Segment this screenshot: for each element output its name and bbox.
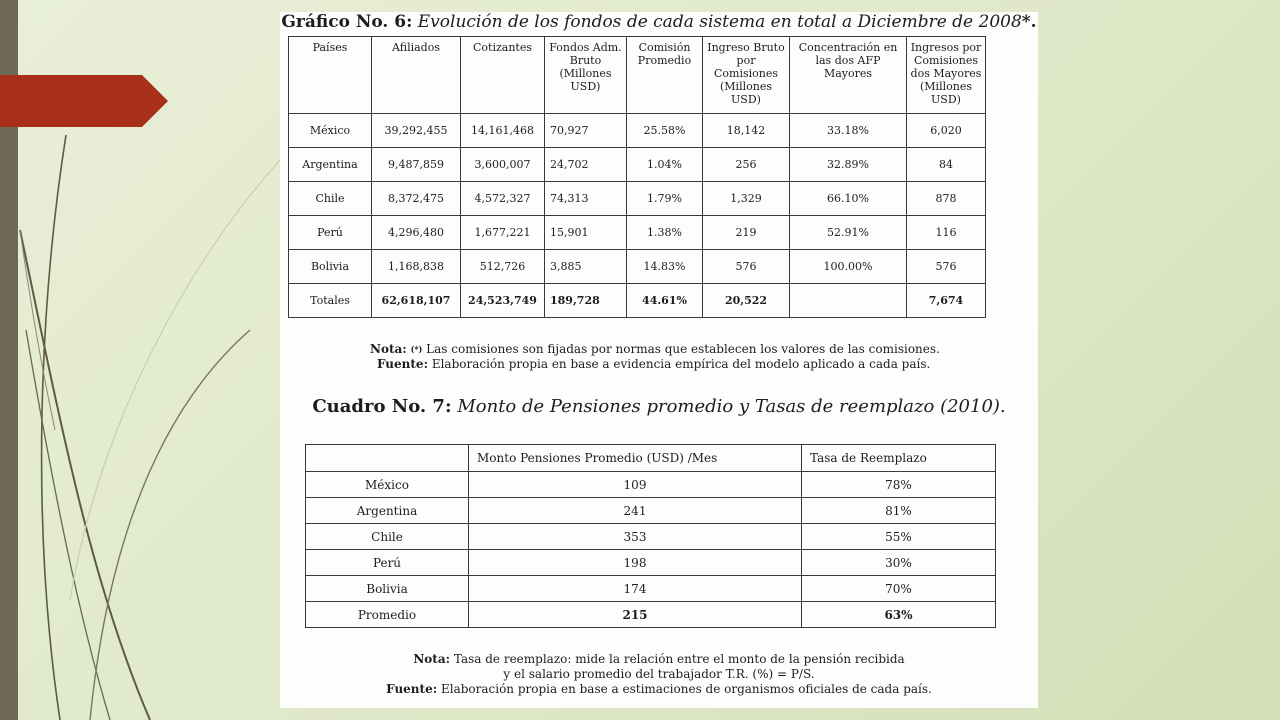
header-cell: Comisión Promedio xyxy=(627,37,703,114)
table-cell: 14,161,468 xyxy=(461,114,545,148)
document-page xyxy=(280,12,1038,708)
table-cell: 241 xyxy=(469,498,802,524)
table-cell: 215 xyxy=(469,602,802,628)
table-cell: México xyxy=(289,114,372,148)
header-cell: Tasa de Reemplazo xyxy=(802,445,996,472)
table-cell: Chile xyxy=(289,182,372,216)
header-cell: Afiliados xyxy=(372,37,461,114)
header-cell: Concentración en las dos AFP Mayores xyxy=(790,37,907,114)
pensions-table xyxy=(305,444,996,628)
note-label: Nota: xyxy=(370,342,407,356)
table-cell: 198 xyxy=(469,550,802,576)
table-cell: 219 xyxy=(703,216,790,250)
table7-title xyxy=(280,396,1038,417)
table-cell: 174 xyxy=(469,576,802,602)
table6-title-suffix: *. xyxy=(1021,12,1037,32)
table-row xyxy=(306,472,996,498)
table-cell: 8,372,475 xyxy=(372,182,461,216)
table-cell: 39,292,455 xyxy=(372,114,461,148)
table-cell: 81% xyxy=(802,498,996,524)
header-cell xyxy=(306,445,469,472)
table-cell: 100.00% xyxy=(790,250,907,284)
note-label: Nota: xyxy=(413,652,451,666)
table-cell: 14.83% xyxy=(627,250,703,284)
table-cell: 24,702 xyxy=(545,148,627,182)
table-header-row xyxy=(306,445,996,472)
table6-source xyxy=(377,357,930,372)
table6-note xyxy=(370,342,940,357)
table-cell: 6,020 xyxy=(907,114,986,148)
table-cell: 116 xyxy=(907,216,986,250)
table-cell: Argentina xyxy=(306,498,469,524)
table-cell: 84 xyxy=(907,148,986,182)
table-cell: Bolivia xyxy=(306,576,469,602)
table-cell: 3,885 xyxy=(545,250,627,284)
source-text: Elaboración propia en base a estimaciones de organismos oficiales de cada país. xyxy=(440,682,932,696)
table-cell: 15,901 xyxy=(545,216,627,250)
table-cell: Perú xyxy=(289,216,372,250)
table-cell: 25.58% xyxy=(627,114,703,148)
table-cell: 74,313 xyxy=(545,182,627,216)
table-cell xyxy=(790,284,907,318)
table-row xyxy=(289,182,986,216)
header-cell: Monto Pensiones Promedio (USD) /Mes xyxy=(469,445,802,472)
table-cell: México xyxy=(306,472,469,498)
note-text: Las comisiones son fijadas por normas que establecen los valores de las comisiones. xyxy=(426,342,940,356)
table-cell: 576 xyxy=(907,250,986,284)
header-cell: Fondos Adm. Bruto (Millones USD) xyxy=(545,37,627,114)
table-cell: 576 xyxy=(703,250,790,284)
table-cell: 189,728 xyxy=(545,284,627,318)
table6-title-label: Gráfico No. 6: xyxy=(281,12,413,32)
table-row xyxy=(289,114,986,148)
table-cell: 55% xyxy=(802,524,996,550)
table-cell: Totales xyxy=(289,284,372,318)
table-cell: Perú xyxy=(306,550,469,576)
tot-row xyxy=(289,284,986,318)
table-cell: Bolivia xyxy=(289,250,372,284)
table-cell: 20,522 xyxy=(703,284,790,318)
table-cell: 1.79% xyxy=(627,182,703,216)
table-row xyxy=(306,576,996,602)
funds-table xyxy=(288,36,986,318)
header-cell: Ingreso Bruto por Comisiones (Millones USD) xyxy=(703,37,790,114)
table-cell: 512,726 xyxy=(461,250,545,284)
note-marker: (*) xyxy=(410,344,423,354)
table-cell: 1,168,838 xyxy=(372,250,461,284)
table-cell: 66.10% xyxy=(790,182,907,216)
table-cell: 256 xyxy=(703,148,790,182)
table-row xyxy=(289,148,986,182)
table-cell: 44.61% xyxy=(627,284,703,318)
table-cell: Promedio xyxy=(306,602,469,628)
table-cell: 52.91% xyxy=(790,216,907,250)
table-row xyxy=(306,498,996,524)
table-cell: 33.18% xyxy=(790,114,907,148)
decorative-curves xyxy=(0,0,300,720)
table-cell: 353 xyxy=(469,524,802,550)
avg-row xyxy=(306,602,996,628)
table-cell: 1,677,221 xyxy=(461,216,545,250)
table-cell: 78% xyxy=(802,472,996,498)
table6-title-text: Evolución de los fondos de cada sistema en total a Diciembre de 2008 xyxy=(417,12,1022,32)
table7-source xyxy=(280,682,1038,697)
table-cell: 3,600,007 xyxy=(461,148,545,182)
table-cell: 63% xyxy=(802,602,996,628)
table-cell: 70,927 xyxy=(545,114,627,148)
table-header-row xyxy=(289,37,986,114)
table-cell: 1.38% xyxy=(627,216,703,250)
note-text: y el salario promedio del trabajador T.R. (%) = P/S. xyxy=(503,667,815,681)
table-cell: 878 xyxy=(907,182,986,216)
header-cell: Ingresos por Comisiones dos Mayores (Millones USD) xyxy=(907,37,986,114)
table-cell: 62,618,107 xyxy=(372,284,461,318)
table7-title-text: Monto de Pensiones promedio y Tasas de reemplazo (2010). xyxy=(457,396,1006,417)
table-row xyxy=(306,550,996,576)
source-label: Fuente: xyxy=(377,357,428,371)
table7-note xyxy=(280,652,1038,667)
source-label: Fuente: xyxy=(386,682,438,696)
source-text: Elaboración propia en base a evidencia empírica del modelo aplicado a cada país. xyxy=(431,357,931,371)
table-cell: 1.04% xyxy=(627,148,703,182)
table-cell: 109 xyxy=(469,472,802,498)
table-row xyxy=(306,524,996,550)
table-cell: 9,487,859 xyxy=(372,148,461,182)
table-cell: 32.89% xyxy=(790,148,907,182)
header-cell: Cotizantes xyxy=(461,37,545,114)
table-row xyxy=(289,216,986,250)
table-cell: 1,329 xyxy=(703,182,790,216)
table-row xyxy=(289,250,986,284)
table-cell: 70% xyxy=(802,576,996,602)
table6-title xyxy=(280,12,1038,32)
table-cell: 18,142 xyxy=(703,114,790,148)
table-cell: 7,674 xyxy=(907,284,986,318)
table7-note-line2 xyxy=(280,667,1038,682)
table-cell: Argentina xyxy=(289,148,372,182)
table-cell: 24,523,749 xyxy=(461,284,545,318)
table-cell: Chile xyxy=(306,524,469,550)
header-cell: Países xyxy=(289,37,372,114)
note-text: Tasa de reemplazo: mide la relación entre el monto de la pensión recibida xyxy=(453,652,905,666)
table-cell: 30% xyxy=(802,550,996,576)
table-cell: 4,296,480 xyxy=(372,216,461,250)
table-cell: 4,572,327 xyxy=(461,182,545,216)
table7-title-label: Cuadro No. 7: xyxy=(312,396,452,417)
